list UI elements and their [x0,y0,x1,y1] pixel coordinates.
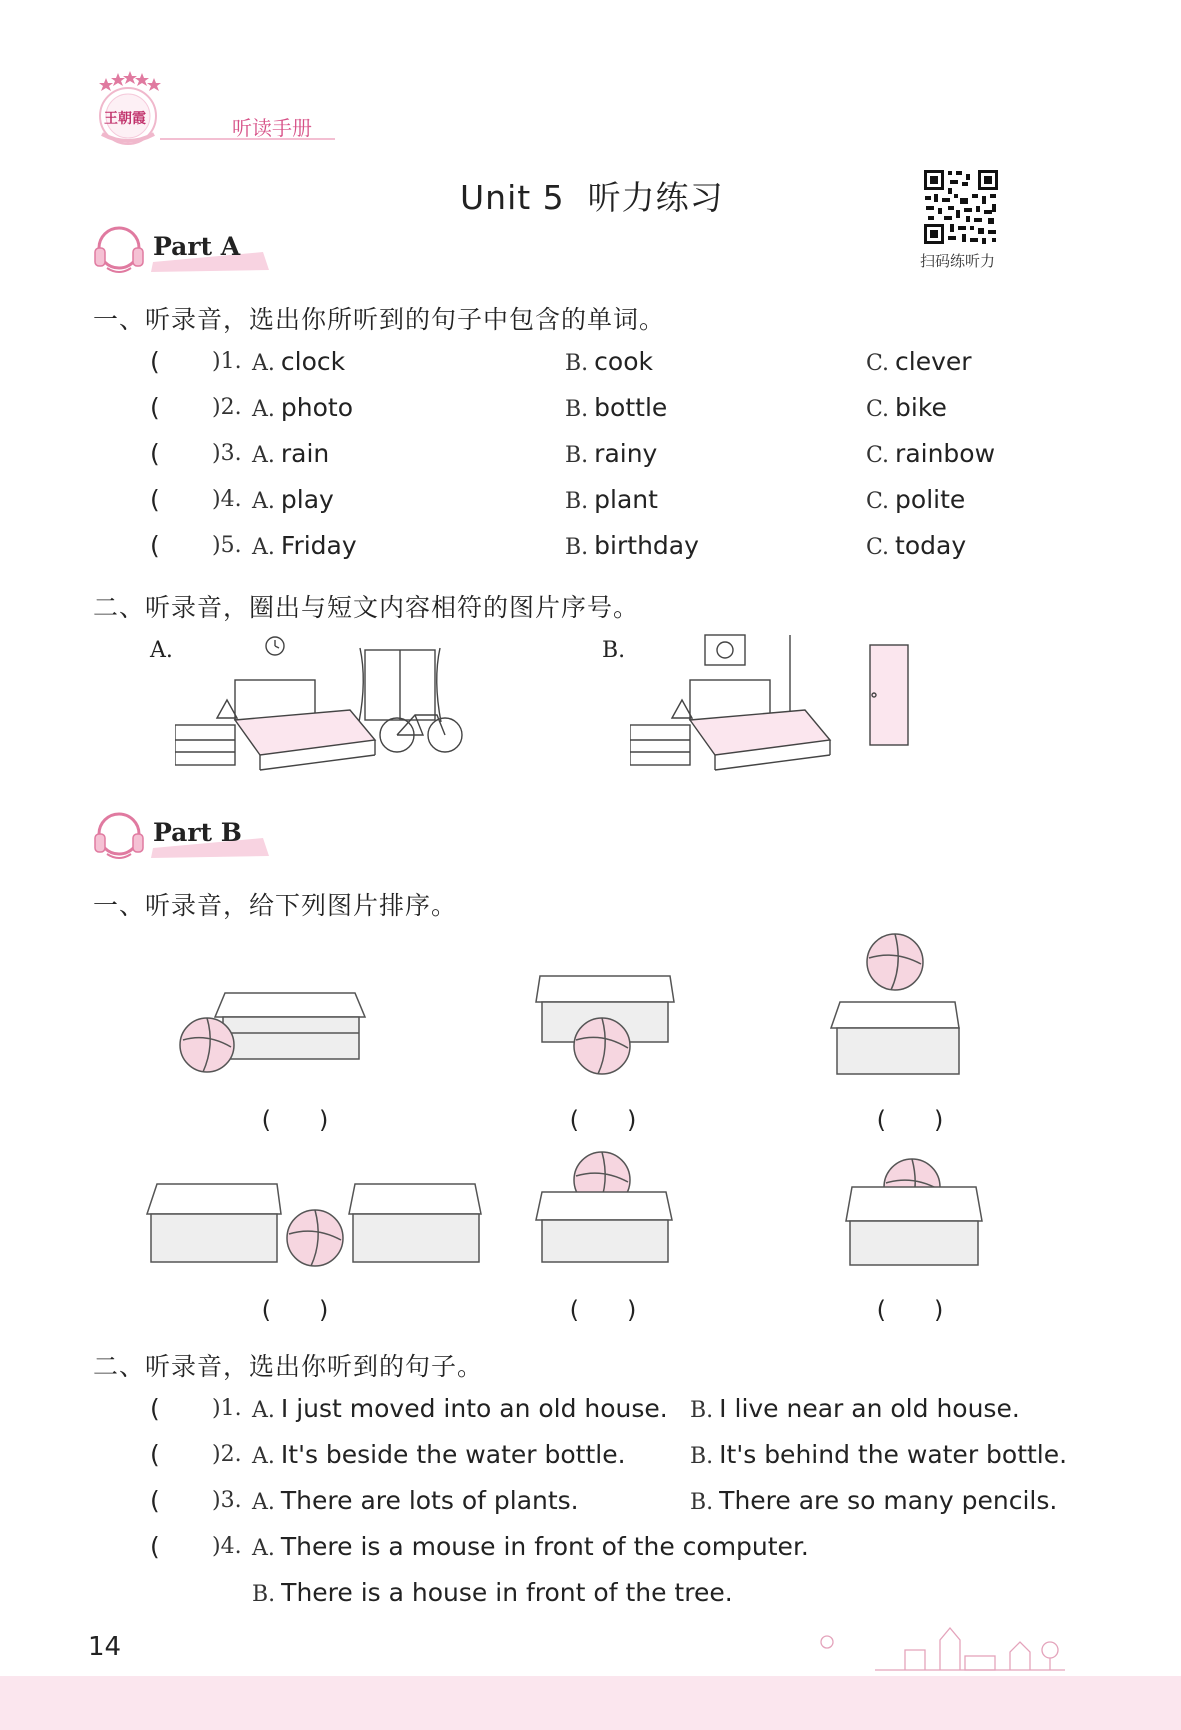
part-a-label: Part A [153,232,241,261]
opt-letter: A. [252,1536,275,1561]
opt-letter: A. [252,1490,275,1515]
answer-blank[interactable]: ( [150,1394,160,1423]
order-blank[interactable]: ( ) [261,1106,329,1134]
answer-blank[interactable]: ( [150,1486,160,1515]
option-a: There is a mouse in front of the computer. [280,1532,809,1561]
option-c: bike [895,393,947,422]
opt-letter: A. [252,1398,275,1423]
list-item [0,437,1181,471]
picture-b-label: B. [602,638,626,663]
opt-letter: C. [866,397,890,422]
option-a: I just moved into an old house. [280,1394,668,1423]
option-b: rainy [594,439,658,468]
ball-under-desk[interactable] [532,970,682,1080]
option-a: Friday [280,531,357,560]
item-number: )1. [212,349,242,374]
answer-blank[interactable]: ( [150,393,160,422]
opt-letter: C. [866,351,890,376]
order-blank[interactable]: ( ) [261,1296,329,1324]
opt-letter: A. [252,1444,275,1469]
part-b-header [93,808,273,860]
order-blank[interactable]: ( ) [569,1106,637,1134]
opt-letter: B. [565,397,589,422]
bedroom-picture-b[interactable] [630,630,920,780]
option-a: clock [280,347,346,376]
opt-letter: C. [866,489,890,514]
ball-between-desks[interactable] [145,1180,485,1280]
answer-blank[interactable]: ( [150,1440,160,1469]
opt-letter: A. [252,351,275,376]
part-a-section2-title: 二、听录音，圈出与短文内容相符的图片序号。 [93,593,640,622]
ball-behind-desk[interactable] [842,1155,992,1280]
bedroom-picture-a[interactable] [175,630,465,780]
list-item [0,529,1181,563]
opt-letter: B. [690,1398,714,1423]
opt-letter: A. [252,397,275,422]
option-b: plant [594,485,658,514]
qr-code[interactable] [922,168,1000,246]
part-b-section2-title: 二、听录音，选出你听到的句子。 [93,1352,484,1381]
option-a: There are lots of plants. [280,1486,579,1515]
answer-blank[interactable]: ( [150,485,160,514]
item-number: )4. [212,487,242,512]
option-c: clever [895,347,972,376]
page-title: Unit 5 听力练习 [460,178,724,217]
option-b: cook [594,347,653,376]
ball-above-desk[interactable] [825,930,975,1080]
list-item [0,391,1181,425]
item-number: )3. [212,441,242,466]
item-number: )1. [212,1396,242,1421]
order-blank[interactable]: ( ) [876,1296,944,1324]
opt-letter: C. [866,443,890,468]
handbook-label: 听读手册 [232,116,312,140]
opt-letter: B. [565,535,589,560]
footer-band [0,1676,1181,1730]
opt-letter: B. [252,1582,276,1607]
ball-on-desk[interactable] [532,1150,682,1280]
opt-letter: A. [252,489,275,514]
option-b: There are so many pencils. [719,1486,1058,1515]
qr-caption: 扫码练听力 [920,252,996,270]
option-a: play [280,485,334,514]
list-item [0,345,1181,379]
option-b: bottle [594,393,668,422]
answer-blank[interactable]: ( [150,439,160,468]
item-number: )2. [212,1442,242,1467]
opt-letter: C. [866,535,890,560]
option-c: today [895,531,967,560]
option-b: birthday [594,531,699,560]
list-item [0,1392,1181,1426]
order-blank[interactable]: ( ) [876,1106,944,1134]
opt-letter: B. [565,351,589,376]
option-a: rain [280,439,330,468]
option-b: I live near an old house. [719,1394,1020,1423]
option-a: It's beside the water bottle. [280,1440,626,1469]
part-b-section1-title: 一、听录音，给下列图片排序。 [93,891,458,920]
list-item [0,1484,1181,1518]
brand-name: 王朝霞 [104,111,146,127]
answer-blank[interactable]: ( [150,1532,160,1561]
footer-town-illustration [815,1620,1075,1676]
answer-blank[interactable]: ( [150,531,160,560]
option-c: rainbow [895,439,996,468]
part-a-section1-title: 一、听录音，选出你所听到的句子中包含的单词。 [93,305,666,334]
item-number: )4. [212,1534,242,1559]
item-number: )2. [212,395,242,420]
ball-next-to-desk[interactable] [175,985,375,1075]
opt-letter: A. [252,443,275,468]
opt-letter: B. [565,443,589,468]
answer-blank[interactable]: ( [150,347,160,376]
part-a-header [93,222,273,274]
order-blank[interactable]: ( ) [569,1296,637,1324]
item-number: )3. [212,1488,242,1513]
opt-letter: A. [252,535,275,560]
page-number: 14 [88,1632,122,1662]
opt-letter: B. [690,1490,714,1515]
opt-letter: B. [690,1444,714,1469]
list-item [0,1530,1181,1564]
option-a: photo [280,393,353,422]
list-item [0,1438,1181,1472]
list-item [0,483,1181,517]
option-b: There is a house in front of the tree. [281,1578,733,1607]
list-item [0,1576,1181,1610]
item-number: )5. [212,533,242,558]
part-b-label: Part B [153,818,242,847]
option-b: It's behind the water bottle. [719,1440,1068,1469]
opt-letter: B. [565,489,589,514]
option-c: polite [895,485,966,514]
picture-a-label: A. [150,638,173,663]
